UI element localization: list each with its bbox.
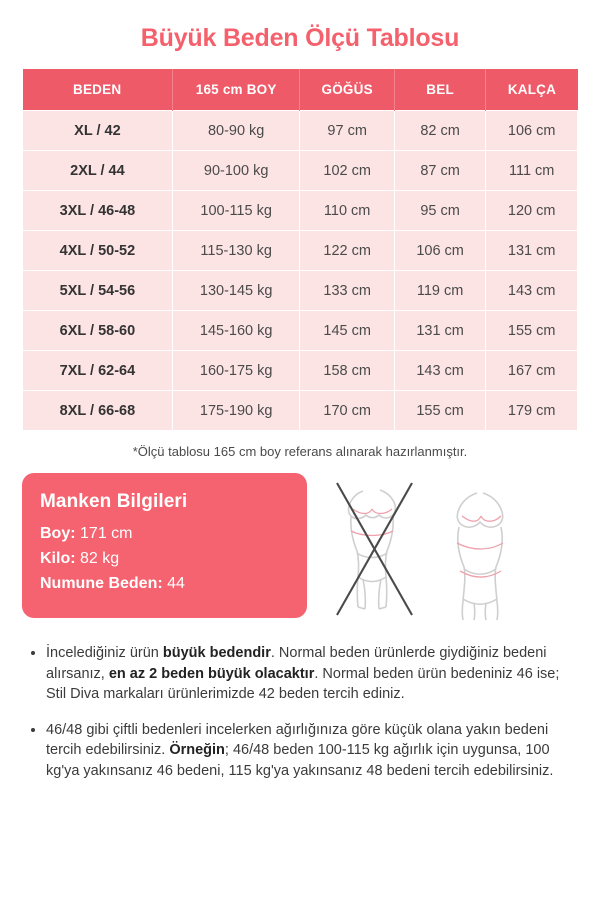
body-figures <box>317 475 578 625</box>
column-header-gogus: GÖĞÜS <box>300 69 394 111</box>
cross-out-mark <box>337 483 412 615</box>
cell-kalca: 179 cm <box>486 391 578 431</box>
cell-boy: 90-100 kg <box>172 151 300 191</box>
cell-beden: 6XL / 58-60 <box>23 311 173 351</box>
cell-bel: 119 cm <box>394 271 486 311</box>
cell-gogus: 102 cm <box>300 151 394 191</box>
cell-bel: 155 cm <box>394 391 486 431</box>
cell-bel: 87 cm <box>394 151 486 191</box>
cell-gogus: 122 cm <box>300 231 394 271</box>
cell-beden: 7XL / 62-64 <box>23 351 173 391</box>
cell-kalca: 143 cm <box>486 271 578 311</box>
cell-beden: 2XL / 44 <box>23 151 173 191</box>
column-header-boy: 165 cm BOY <box>172 69 300 111</box>
table-row <box>23 191 578 231</box>
table-row <box>23 271 578 311</box>
cell-kalca: 106 cm <box>486 111 578 151</box>
cell-kalca: 131 cm <box>486 231 578 271</box>
model-height-value: 171 cm <box>80 525 133 542</box>
table-row <box>23 391 578 431</box>
bullet-text: ; 46/48 beden 100-115 kg ağırlık için uygunsa, 100 kg'ya yakınsanız 46 bedeni, 115 kg'ya yakınsanız 48 bedeni tercih edebilirsiniz. <box>46 742 554 779</box>
cell-bel: 106 cm <box>394 231 486 271</box>
cell-beden: 4XL / 50-52 <box>23 231 173 271</box>
table-header-row <box>23 69 578 111</box>
cell-gogus: 170 cm <box>300 391 394 431</box>
cell-boy: 100-115 kg <box>172 191 300 231</box>
cell-boy: 130-145 kg <box>172 271 300 311</box>
cell-beden: XL / 42 <box>23 111 173 151</box>
cell-boy: 115-130 kg <box>172 231 300 271</box>
table-row <box>23 151 578 191</box>
cell-boy: 80-90 kg <box>172 111 300 151</box>
cell-boy: 145-160 kg <box>172 311 300 351</box>
cell-bel: 131 cm <box>394 311 486 351</box>
cell-gogus: 133 cm <box>300 271 394 311</box>
model-weight-label: Kilo <box>40 550 71 567</box>
table-row <box>23 351 578 391</box>
column-header-beden: BEDEN <box>23 69 173 111</box>
cell-beden: 5XL / 54-56 <box>23 271 173 311</box>
cell-gogus: 158 cm <box>300 351 394 391</box>
table-row <box>23 231 578 271</box>
model-sample-size-value: 44 <box>167 575 185 592</box>
size-table <box>22 69 578 431</box>
model-weight-row: Kilo: 82 kg <box>40 550 120 567</box>
page-title: Büyük Beden Ölçü Tablosu <box>140 24 460 52</box>
list-item <box>46 720 574 782</box>
cell-gogus: 97 cm <box>300 111 394 151</box>
cell-bel: 95 cm <box>394 191 486 231</box>
table-footnote: *Ölçü tablosu 165 cm boy referans alınarak hazırlanmıştır. <box>132 444 468 459</box>
table-row <box>23 311 578 351</box>
bullet-text-strong: en az 2 beden büyük olacaktır <box>108 665 315 682</box>
column-header-bel: BEL <box>394 69 486 111</box>
bullet-text-strong: büyük bedendir <box>162 645 271 661</box>
table-header <box>23 69 578 111</box>
bullet-text: . Normal beden ürün bedeniniz 46 ise; Stil Diva markaları ürünlerimizde 42 beden tercih ediniz. <box>46 665 560 703</box>
cell-bel: 82 cm <box>394 111 486 151</box>
model-sample-size-label: Numune Beden <box>40 575 158 592</box>
model-height-row: Boy: 171 cm <box>40 525 133 542</box>
slim-body-figure-crossed-out <box>349 490 396 609</box>
bullet-text: . Normal beden ürünlerde giydiğiniz bedeni alırsanız, <box>46 645 547 682</box>
cell-kalca: 120 cm <box>486 191 578 231</box>
list-item <box>46 643 574 705</box>
cell-bel: 143 cm <box>394 351 486 391</box>
model-info-section <box>22 473 578 625</box>
cell-beden: 3XL / 46-48 <box>23 191 173 231</box>
cell-gogus: 145 cm <box>300 311 394 351</box>
bullet-text: İncelediğiniz ürün <box>46 645 163 661</box>
guidance-bullets <box>22 643 578 781</box>
table-row <box>23 111 578 151</box>
cell-boy: 175-190 kg <box>172 391 300 431</box>
cell-kalca: 111 cm <box>486 151 578 191</box>
cell-kalca: 155 cm <box>486 311 578 351</box>
model-info-heading: Manken Bilgileri <box>40 491 188 512</box>
slim-figure-breast-lines <box>351 509 393 536</box>
model-info-card <box>22 473 307 618</box>
body-figures-illustration <box>317 475 567 625</box>
bullet-text: 46/48 gibi çiftli bedenleri incelerken ağırlığınıza göre küçük olana yakın bedeni tercih edebilirsiniz. <box>46 721 549 759</box>
model-weight-value: 82 kg <box>80 550 120 567</box>
model-height-label: Boy <box>40 525 71 542</box>
cell-gogus: 110 cm <box>300 191 394 231</box>
cell-kalca: 167 cm <box>486 351 578 391</box>
cell-boy: 160-175 kg <box>172 351 300 391</box>
bullet-text-strong: Örneğin <box>169 742 225 759</box>
cell-beden: 8XL / 66-68 <box>23 391 173 431</box>
table-body <box>23 111 578 431</box>
plus-size-body-figure <box>457 493 502 620</box>
column-header-kalca: KALÇA <box>486 69 578 111</box>
model-sample-size-row: Numune Beden: 44 <box>40 575 185 592</box>
